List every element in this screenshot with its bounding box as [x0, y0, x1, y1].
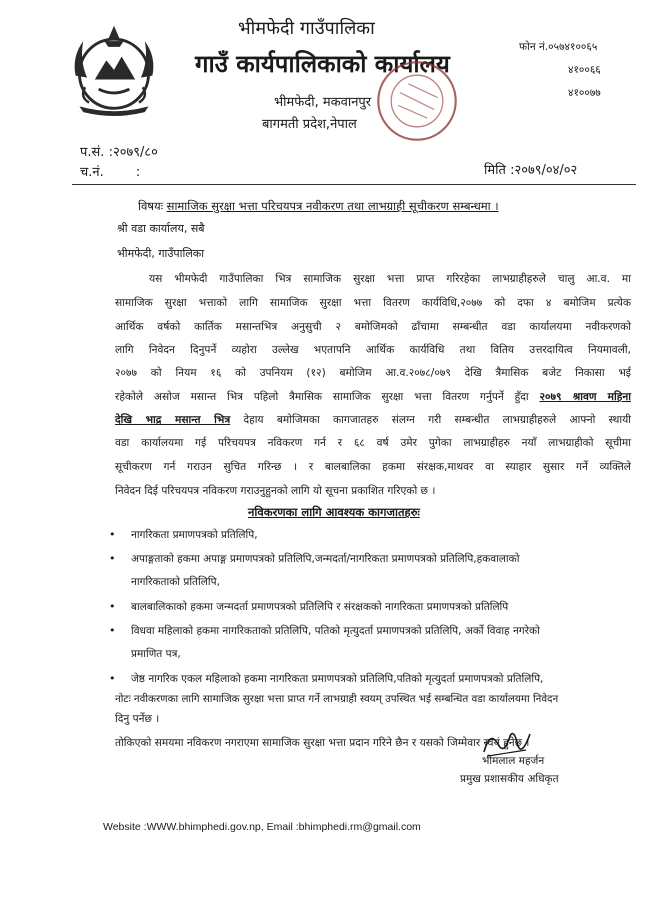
patra-sankhya: [80, 142, 158, 160]
body-text: रहेकोले असोज मसान्त भित्र पहिलो त्रैमासिक सामाजिक सुरक्षा भत्ता वितरण गर्नुपर्ने हुँदा: [115, 391, 529, 403]
chalani-value: :: [135, 165, 141, 180]
requirement-item: विधवा महिलाको हकमा नागरिकताको प्रतिलिपि, पतिको मृत्युदर्ता प्रमाणपत्रको प्रतिलिपि, अर्को विवाह नगरेको: [131, 625, 540, 637]
body-line: २०७७ को नियम १६ को उपनियम (१२) बमोजिम आ.व.२०७८/०७९ देखि त्रैमासिक बजेट निकासा भई: [115, 367, 631, 379]
requirement-item: नागरिकता प्रमाणपत्रको प्रतिलिपि,: [131, 529, 258, 541]
bullet-icon: •: [109, 672, 116, 685]
letter-date: [484, 160, 577, 178]
requirements-title: नविकरणका लागि आवश्यक कागजातहरुः: [248, 505, 420, 519]
office-province: बागमती प्रदेश,नेपाल: [262, 117, 357, 132]
nepal-emblem-icon: [66, 20, 162, 116]
body-line: वडा कार्यालयमा गई परिचयपत्र नविकरण गर्न र ६८ वर्ष उमेर पुगेका लाभग्राहीहरु नयाँ लाभग्राहीको सूचीमा: [115, 437, 631, 449]
patra-value: :२०७९/८०: [108, 145, 158, 160]
body-line: [115, 413, 631, 427]
emphasis-period: देखि भाद्र मसान्त भित्र: [115, 414, 231, 426]
note-line: नोटः नवीकरणका लागि सामाजिक सुरक्षा भत्ता प्राप्त गर्ने लाभग्राही स्वयम् उपस्थित भई सम्बन्धित वडा कार्यालयमा निवेदन: [115, 693, 559, 705]
note-line: दिनु पर्नेछ ।: [115, 713, 160, 725]
requirement-item: जेष्ठ नागरिक एकल महिलाको हकमा नागरिकता प्रमाणपत्रको प्रतिलिपि,पतिको मृत्युदर्ता प्रमाणपत्रको प्रतिलिपि,: [131, 673, 544, 685]
chalani-number: [80, 162, 140, 180]
phone-number: फोन नं.०५७४१००६५: [519, 41, 598, 53]
body-line: यस भीमफेदी गाउँपालिका भित्र सामाजिक सुरक्षा भत्ता प्राप्त गरिरहेका लाभग्राहीहरुले चालु आ.व. मा: [149, 273, 631, 285]
header-divider: [72, 184, 636, 185]
closing-line: तोकिएको समयमा नविकरण नगराएमा सामाजिक सुरक्षा भत्ता प्रदान गरिने छैन र यसको जिम्मेवार स्वयं हुनेछ ।: [115, 737, 530, 749]
municipality-name: भीमफेदी गाउँपालिका: [238, 18, 375, 39]
bullet-icon: •: [109, 600, 116, 613]
phone-number: ४१००७७: [568, 87, 601, 99]
requirement-item: अपाङ्गताको हकमा अपाङ्ग प्रमाणपत्रको प्रतिलिपि,जन्मदर्ता/नागरिकता प्रमाणपत्रको प्रतिलिपि,हकवालाको: [131, 553, 520, 565]
requirement-item-cont: नागरिकताको प्रतिलिपि,: [131, 576, 220, 588]
body-line: आर्थिक वर्षको कार्तिक मसान्तभित्र अनुसुची २ बमोजिमको ढाँचामा सम्बन्धीत वडा कार्यालयमा नवीकरणको: [115, 321, 631, 333]
subject-text: सामाजिक सुरक्षा भत्ता परिचयपत्र नवीकरण तथा लाभग्राही सूचीकरण सम्बन्धमा ।: [166, 199, 499, 213]
signatory-name: भीमलाल महर्जन: [482, 755, 545, 767]
date-label: मिति: [484, 163, 506, 178]
subject-label: विषयः: [138, 199, 164, 213]
footer-contact: Website :WWW.bhimphedi.gov.np, Email :bhimphedi.rm@gmail.com: [103, 821, 421, 833]
addressee-line: भीमफेदी, गाउँपालिका: [117, 247, 205, 260]
chalani-label: च.नं.: [80, 165, 104, 180]
office-name: गाउँ कार्यपालिकाको कार्यालय: [195, 50, 450, 78]
emphasis-period: २०७९ श्रावण महिना: [539, 391, 631, 403]
letter-subject: [138, 199, 499, 214]
phone-number: ४१००६६: [568, 64, 601, 76]
body-line: सूचीकरण गर्न गराउन सुचित गरिन्छ । र बालबालिका हकमा संरक्षक,माथवर वा स्याहार सुसार गर्ने व्यक्तिले: [115, 461, 631, 473]
date-value: :२०७९/०४/०२: [510, 163, 578, 178]
addressee-line: श्री वडा कार्यालय, सबै: [117, 222, 205, 235]
body-line: सामाजिक सुरक्षा भत्ताको लागि सामाजिक सुरक्षा भत्ता वितरण कार्यविधि,२०७७ को दफा ४ बमोजिम प्रत्येक: [115, 297, 631, 309]
body-text: देहाय बमोजिमका कागजातहरु संलग्न गरी सम्बन्धीत लाभग्राहीहरुले आफ्नो स्थायी: [243, 414, 631, 426]
body-line: लागि निवेदन दिनुपर्ने व्यहोरा उल्लेख भएतापनि आर्थिक कार्यविधि तथा वितिय उत्तरदायित्व नियमावली,: [115, 344, 631, 356]
requirement-item: बालबालिकाको हकमा जन्मदर्ता प्रमाणपत्रको प्रतिलिपि र संरक्षकको नागरिकता प्रमाणपत्रको प्रतिलिपि: [131, 601, 509, 613]
patra-label: प.सं.: [80, 145, 105, 160]
office-place: भीमफेदी, मकवानपुर: [274, 95, 372, 110]
office-stamp-icon: [374, 58, 460, 144]
body-line: [115, 390, 631, 404]
body-line: निवेदन दिई परिचयपत्र नविकरण गराउनुहुनको लागि यो सूचना प्रकाशित गरिएको छ ।: [115, 485, 436, 497]
bullet-icon: •: [109, 624, 116, 637]
bullet-icon: •: [109, 552, 116, 565]
signatory-title: प्रमुख प्रशासकीय अधिकृत: [460, 773, 559, 785]
requirement-item-cont: प्रमाणित पत्र,: [131, 648, 181, 660]
bullet-icon: •: [109, 528, 116, 541]
